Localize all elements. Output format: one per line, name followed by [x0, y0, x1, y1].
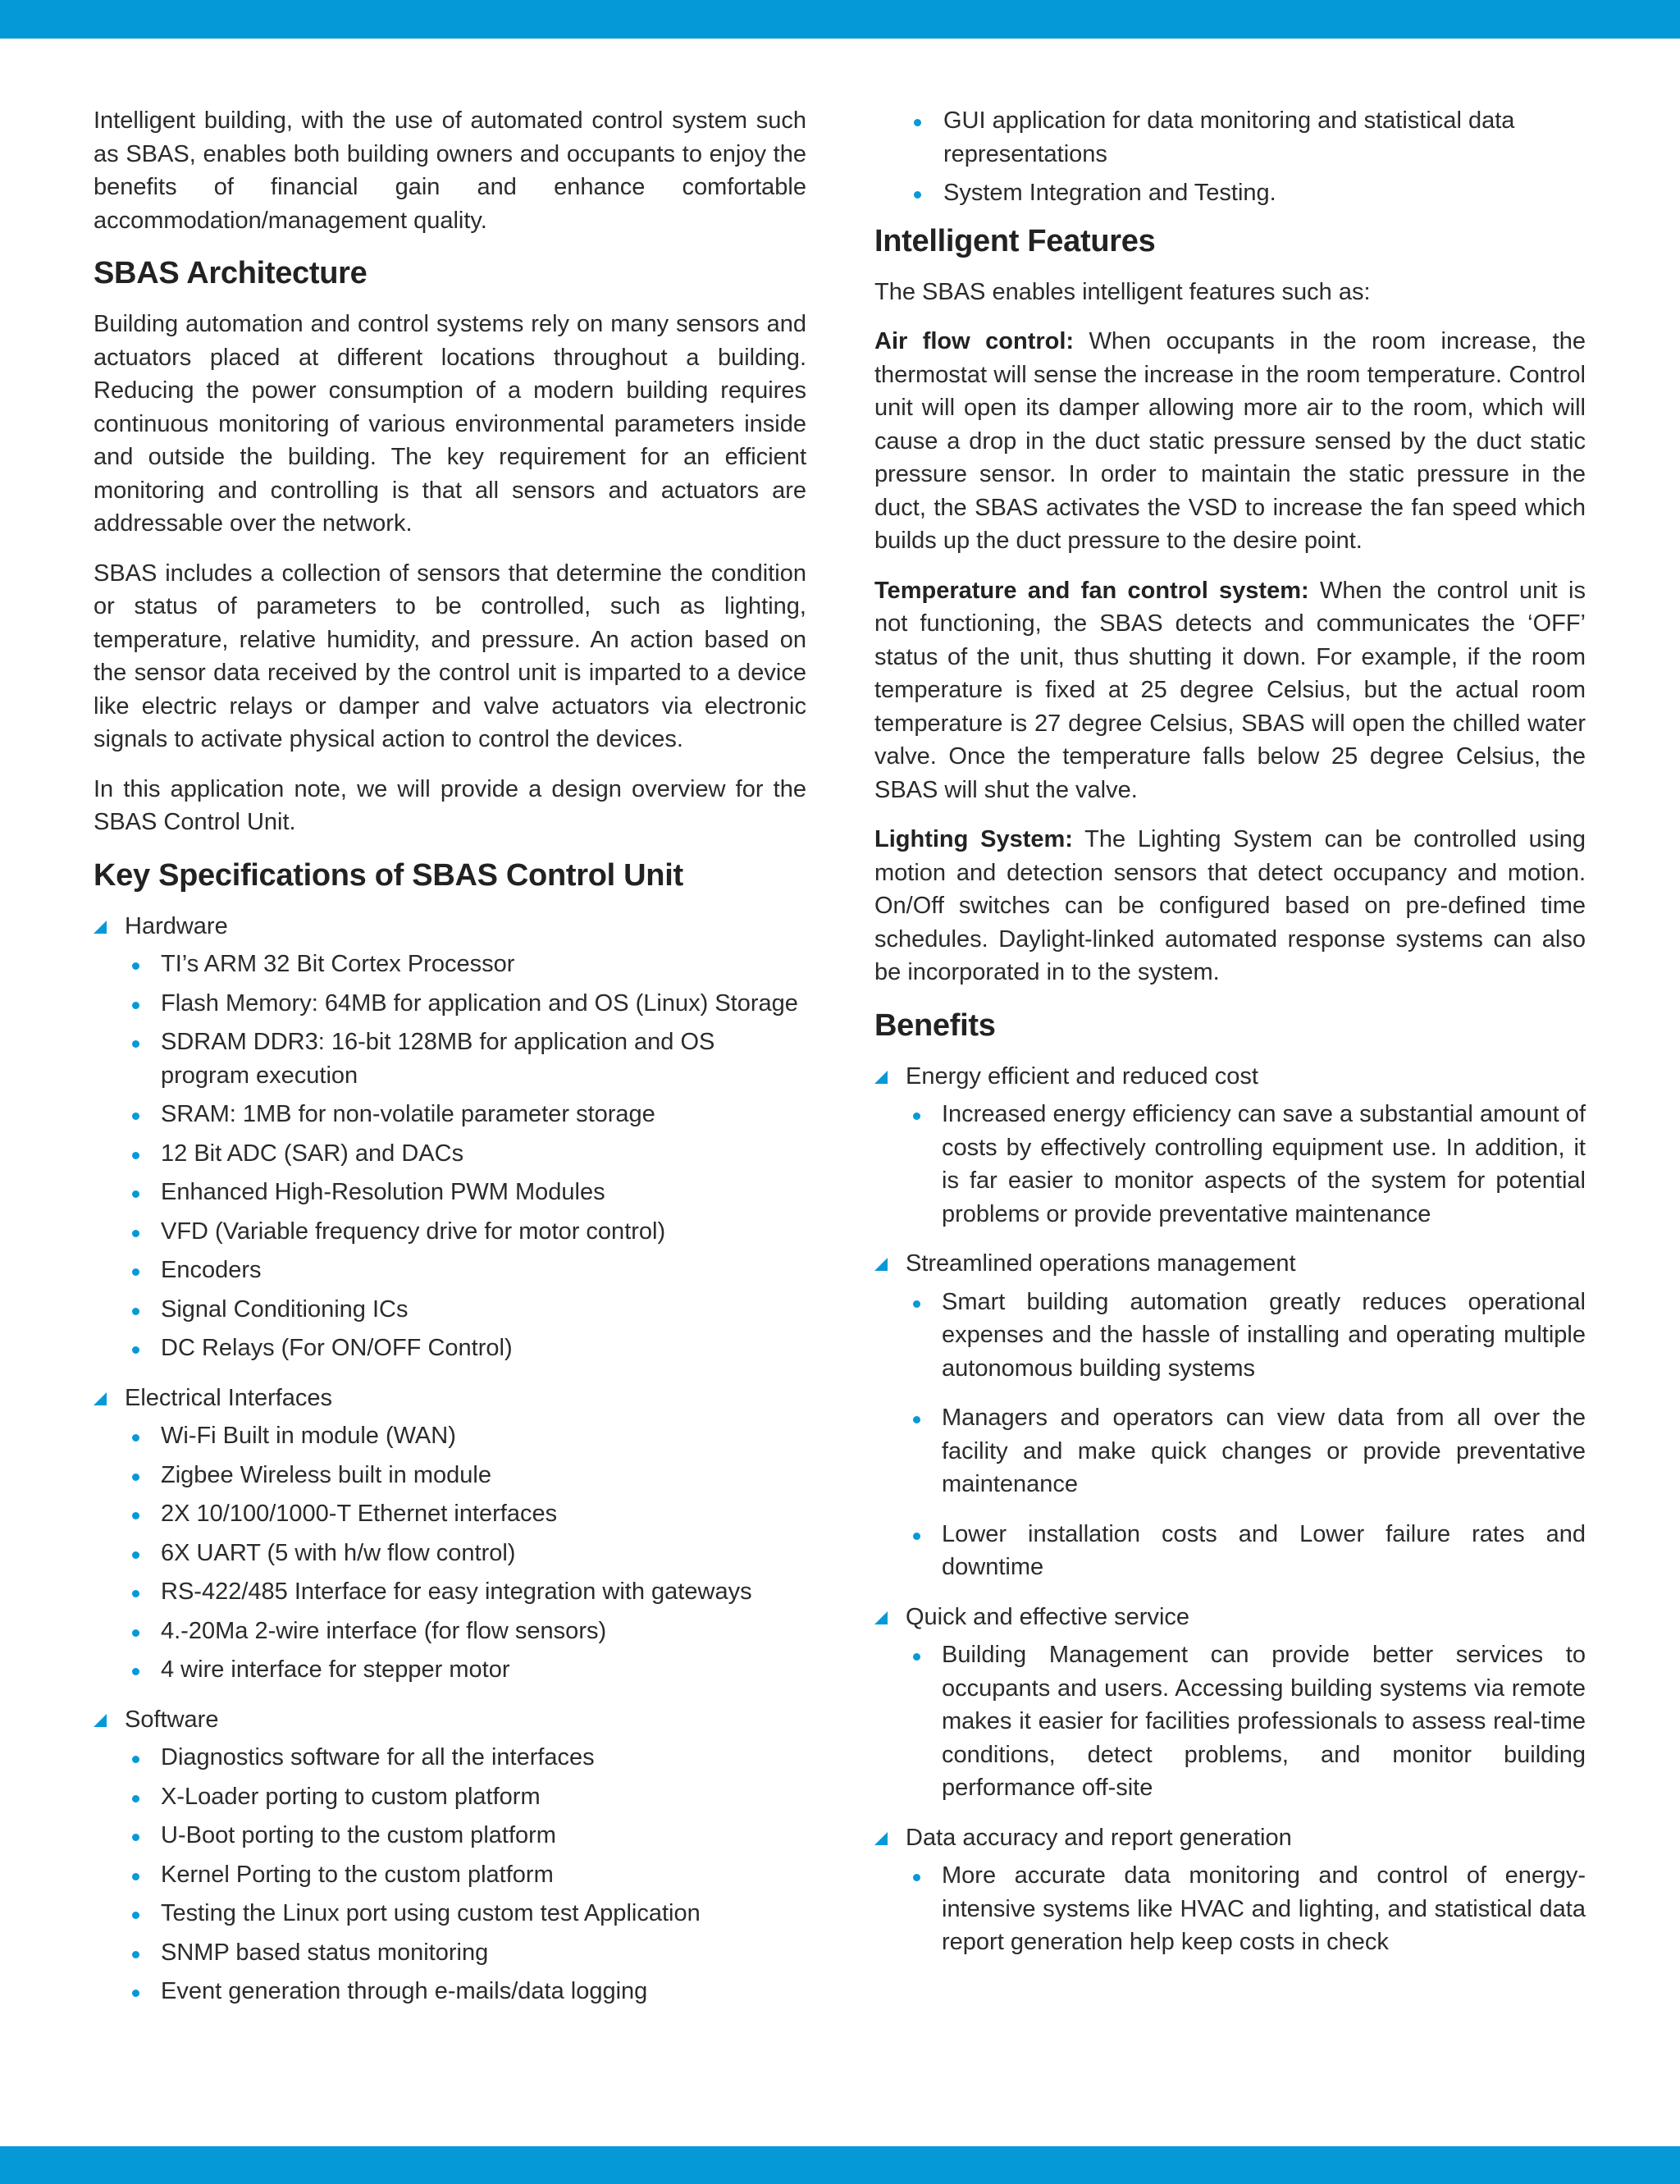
list-item: [125, 1975, 806, 2008]
dot-bullet-icon: [132, 1834, 139, 1841]
dot-bullet-icon: [132, 962, 139, 970]
benefits-heading: Benefits: [874, 1007, 996, 1043]
intro-paragraph: Intelligent building, with the use of automated control system such as SBAS, enables both building owners and occupants to enjoy the benefits of financial gain and enhance comfortable accommodation/management quality.: [94, 107, 806, 234]
list-item: [125, 1293, 806, 1327]
list-item-text: SNMP based status monitoring: [161, 1939, 489, 1966]
list-item-text: 2X 10/100/1000-T Ethernet interfaces: [161, 1501, 558, 1527]
electrical-interface-items: [125, 1419, 806, 1687]
dot-bullet-icon: [132, 1873, 139, 1880]
list-item: [125, 987, 806, 1021]
list-item-text: Testing the Linux port using custom test Application: [161, 1900, 701, 1926]
dot-bullet-icon: [132, 1951, 139, 1958]
list-item: [125, 1026, 806, 1092]
architecture-paragraph-1: Building automation and control systems rely on many sensors and actuators placed at different locations throughout a building. Reducing the power consumption of a modern building requires continuous monitoring of various environmental parameters inside and outside the building. The key requirement for an efficient monitoring and controlling is that all sensors and actuators are addressable over the network.: [94, 311, 806, 537]
benefit-label: Streamlined operations management: [906, 1250, 1296, 1277]
list-item-text: More accurate data monitoring and control of energy-intensive systems like HVAC and lighting, and statistical data report generation help keep costs in check: [942, 1862, 1586, 1955]
triangle-bullet-icon: [94, 921, 107, 934]
dot-bullet-icon: [132, 1346, 139, 1354]
dot-bullet-icon: [914, 191, 921, 199]
dot-bullet-icon: [132, 1474, 139, 1481]
list-item: [125, 1537, 806, 1570]
benefit-group: [874, 1247, 1586, 1584]
list-item: [125, 1332, 806, 1365]
benefit-items: [906, 1638, 1586, 1805]
list-item-text: Flash Memory: 64MB for application and OS (Linux) Storage: [161, 989, 798, 1017]
list-item: [125, 1215, 806, 1249]
list-item-text: Lower installation costs and Lower failure rates and downtime: [942, 1520, 1586, 1580]
software-items: [125, 1741, 806, 2008]
list-item: [125, 1858, 806, 1892]
dot-bullet-icon: [132, 1152, 139, 1159]
dot-bullet-icon: [132, 1912, 139, 1919]
list-item: [125, 1419, 806, 1453]
list-item-text: SDRAM DDR3: 16-bit 128MB for application and OS program execution: [161, 1029, 715, 1089]
list-item: [874, 104, 1586, 171]
dot-bullet-icon: [132, 1113, 139, 1120]
right-column: [874, 104, 1586, 1976]
hardware-items: [125, 948, 806, 1365]
dot-bullet-icon: [132, 1002, 139, 1009]
architecture-paragraph-2: SBAS includes a collection of sensors that determine the condition or status of parameters to be controlled, such as lighting, temperature, relative humidity, and pressure. An action based on the sensor data received by the control unit is imparted to a device like electric relays or damper and valve actuators via electronic signals to activate physical action to control the devices.: [94, 560, 806, 752]
dot-bullet-icon: [132, 1756, 139, 1763]
benefit-group: [874, 1821, 1586, 1959]
list-item: [125, 1615, 806, 1648]
dot-bullet-icon: [132, 1512, 139, 1519]
list-item: [125, 1936, 806, 1970]
triangle-bullet-icon: [874, 1071, 888, 1084]
dot-bullet-icon: [132, 1668, 139, 1675]
specifications-heading: Key Specifications of SBAS Control Unit: [94, 857, 683, 893]
list-item: [906, 1098, 1586, 1231]
list-item-text: Kernel Porting to the custom platform: [161, 1861, 554, 1888]
list-item-text: 4.-20Ma 2-wire interface (for flow sensors): [161, 1617, 607, 1644]
triangle-bullet-icon: [874, 1611, 888, 1624]
dot-bullet-icon: [132, 1308, 139, 1315]
spec-group-hardware: [94, 910, 806, 1365]
dot-bullet-icon: [132, 1990, 139, 1997]
list-item: [125, 1741, 806, 1775]
list-item-text: TI’s ARM 32 Bit Cortex Processor: [161, 951, 515, 977]
spec-group-label: Electrical Interfaces: [125, 1384, 333, 1411]
dot-bullet-icon: [913, 1533, 920, 1540]
dot-bullet-icon: [132, 1040, 139, 1048]
airflow-text: When occupants in the room increase, the thermostat will sense the increase in the room temperature. Control unit will open its damper allowing more air to the room, which will cause a drop in the duct static pressure sensed by the duct static pressure sensor. In order to maintain the static pressure in the duct, the SBAS activates the VSD to increase the fan speed which builds up the duct pressure to the desire point.: [874, 328, 1586, 554]
list-item: [125, 1459, 806, 1492]
list-item: [125, 1497, 806, 1531]
benefit-group: [874, 1601, 1586, 1805]
lighting-paragraph: [874, 823, 1586, 989]
list-item-text: Smart building automation greatly reduces operational expenses and the hassle of installing and operating multiple autonomous building systems: [942, 1288, 1586, 1382]
dot-bullet-icon: [132, 1190, 139, 1198]
header-band: [0, 0, 1680, 39]
list-item-text: Building Management can provide better services to occupants and users. Accessing building systems via remote makes it easier for facilities professionals to assess real-time conditions, detect problems, and monitor building performance off-site: [942, 1642, 1586, 1801]
spec-group-software: [94, 1703, 806, 2008]
dot-bullet-icon: [913, 1416, 920, 1423]
list-item-text: X-Loader porting to custom platform: [161, 1783, 541, 1810]
dot-bullet-icon: [913, 1653, 920, 1661]
dot-bullet-icon: [913, 1113, 920, 1120]
dot-bullet-icon: [132, 1795, 139, 1802]
list-item-text: Diagnostics software for all the interfaces: [161, 1744, 595, 1771]
architecture-heading: SBAS Architecture: [94, 256, 368, 290]
list-item-text: 12 Bit ADC (SAR) and DACs: [161, 1140, 464, 1167]
list-item: [125, 1137, 806, 1171]
list-item: [125, 1780, 806, 1814]
list-item-text: DC Relays (For ON/OFF Control): [161, 1335, 513, 1361]
software-items-continued: [874, 104, 1586, 210]
list-item: [125, 1897, 806, 1930]
list-item: [874, 176, 1586, 210]
dot-bullet-icon: [132, 1230, 139, 1237]
dot-bullet-icon: [914, 119, 921, 126]
benefit-group: [874, 1060, 1586, 1231]
list-item: [125, 1575, 806, 1609]
spec-group-electrical-interfaces: [94, 1382, 806, 1687]
airflow-label: Air flow control:: [874, 328, 1075, 354]
benefit-label: Energy efficient and reduced cost: [906, 1062, 1258, 1090]
temperature-text: When the control unit is not functioning, the SBAS detects and communicates the ‘OFF’ status of the unit, thus shutting it down. For example, if the room temperature is fixed at 25 degree Celsius, but the actual room temperature is 27 degree Celsius, SBAS will open the chilled water valve. Once the temperature falls below 25 degree Celsius, the SBAS will shut the valve.: [874, 577, 1586, 803]
list-item-text: SRAM: 1MB for non-volatile parameter storage: [161, 1101, 655, 1127]
dot-bullet-icon: [132, 1268, 139, 1276]
list-item-text: Increased energy efficiency can save a substantial amount of costs by effectively controlling equipment use. In addition, it is far easier to monitor aspects of the system for potential problems or provide preventative maintenance: [942, 1101, 1586, 1227]
lighting-text: The Lighting System can be controlled using motion and detection sensors that detect occupancy and motion. On/Off switches can be configured based on pre-defined time schedules. Daylight-linked automated response systems can also be incorporated in to the system.: [874, 826, 1586, 985]
lighting-label: Lighting System:: [874, 826, 1073, 852]
triangle-bullet-icon: [94, 1392, 107, 1405]
list-item-text: Signal Conditioning ICs: [161, 1295, 409, 1323]
list-item-text: U-Boot porting to the custom platform: [161, 1822, 556, 1848]
benefits-list: [874, 1060, 1586, 1959]
list-item-text: 6X UART (5 with h/w flow control): [161, 1539, 516, 1566]
list-item: [906, 1286, 1586, 1386]
list-item: [906, 1401, 1586, 1501]
footer-band: [0, 2146, 1680, 2184]
list-item-text: Enhanced High-Resolution PWM Modules: [161, 1179, 605, 1205]
list-item-text: 4 wire interface for stepper motor: [161, 1656, 510, 1683]
benefit-label: Quick and effective service: [906, 1603, 1190, 1630]
dot-bullet-icon: [132, 1434, 139, 1442]
dot-bullet-icon: [132, 1551, 139, 1559]
list-item: [125, 1176, 806, 1209]
list-item-text: Wi-Fi Built in module (WAN): [161, 1423, 456, 1449]
list-item: [906, 1859, 1586, 1959]
list-item-text: Encoders: [161, 1257, 262, 1283]
spec-group-label: Software: [125, 1706, 219, 1733]
features-heading: Intelligent Features: [874, 223, 1156, 258]
list-item: [125, 1819, 806, 1853]
list-item: [125, 1653, 806, 1687]
triangle-bullet-icon: [874, 1832, 888, 1845]
spec-group-label: Hardware: [125, 912, 228, 939]
specifications-list: [94, 910, 806, 2008]
list-item-text: RS-422/485 Interface for easy integration with gateways: [161, 1579, 752, 1605]
temperature-label: Temperature and fan control system:: [874, 577, 1309, 604]
features-intro: The SBAS enables intelligent features such as:: [874, 278, 1371, 305]
left-column: [94, 104, 806, 2025]
dot-bullet-icon: [132, 1629, 139, 1637]
list-item: [125, 1098, 806, 1131]
dot-bullet-icon: [913, 1300, 920, 1308]
list-item-text: System Integration and Testing.: [943, 180, 1276, 206]
triangle-bullet-icon: [94, 1714, 107, 1727]
dot-bullet-icon: [913, 1874, 920, 1881]
list-item: [125, 948, 806, 981]
benefit-label: Data accuracy and report generation: [906, 1824, 1292, 1851]
dot-bullet-icon: [132, 1590, 139, 1597]
list-item-text: Zigbee Wireless built in module: [161, 1461, 491, 1488]
list-item: [906, 1518, 1586, 1584]
list-item-text: Managers and operators can view data from all over the facility and make quick changes or provide preventative maintenance: [942, 1405, 1586, 1497]
triangle-bullet-icon: [874, 1258, 888, 1271]
architecture-paragraph-3: In this application note, we will provide a design overview for the SBAS Control Unit.: [94, 775, 806, 835]
list-item-text: GUI application for data monitoring and statistical data representations: [943, 107, 1515, 167]
list-item: [906, 1638, 1586, 1805]
temperature-paragraph: [874, 574, 1586, 807]
list-item-text: VFD (Variable frequency drive for motor control): [161, 1218, 666, 1245]
list-item-text: Event generation through e-mails/data logging: [161, 1978, 648, 2004]
benefit-items: [906, 1098, 1586, 1231]
list-item: [125, 1254, 806, 1287]
benefit-items: [906, 1286, 1586, 1584]
airflow-paragraph: [874, 325, 1586, 558]
benefit-items: [906, 1859, 1586, 1959]
